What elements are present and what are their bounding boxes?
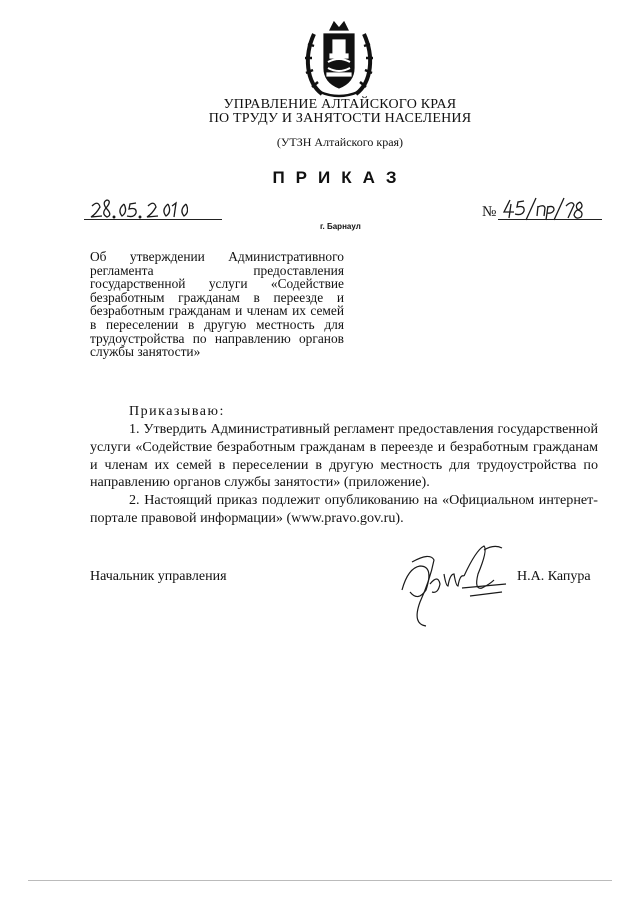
order-number-label: № — [482, 204, 497, 220]
date-underline — [84, 219, 222, 220]
agency-name-line2: ПО ТРУДУ И ЗАНЯТОСТИ НАСЕЛЕНИЯ — [208, 111, 472, 126]
city-label: г. Барнаул — [320, 222, 361, 231]
coat-of-arms-emblem — [300, 16, 378, 100]
order-item-2: 2. Настоящий приказ подлежит опубликованию на «Официальном интернет-портале правовой информации» (www.pravo.gov.ru). — [90, 492, 598, 526]
order-lead: Приказываю: — [129, 404, 225, 419]
order-date — [88, 198, 188, 227]
signer-position: Начальник управления — [90, 569, 227, 584]
document-title: ПРИКАЗ — [272, 168, 408, 187]
page-bottom-rule — [28, 880, 612, 881]
order-body — [90, 421, 598, 528]
coat-of-arms-icon — [300, 16, 378, 100]
agency-short-name: (УТЗН Алтайского края) — [276, 135, 404, 149]
agency-name-line1: УПРАВЛЕНИЕ АЛТАЙСКОГО КРАЯ — [223, 97, 457, 112]
handwritten-signature — [390, 540, 520, 632]
number-underline — [498, 219, 602, 220]
order-number — [500, 196, 590, 227]
order-subject: Об утверждении Административного регламента предоставления государственной услуги «Содействие безработным гражданам в переезде и безработным гражданам и членам их семей в переселении в другую местность для трудоустройства по направлению органов службы занятости» — [90, 249, 344, 360]
order-item-1: 1. Утвердить Административный регламент предоставления государственной услуги «Содействие безработным гражданам в переезде и безработным гражданам и членам их семей в переселении в другую местность для трудоустройства по направлению органов службы занятости» (приложение). — [90, 421, 598, 491]
signer-name: Н.А. Капура — [517, 569, 591, 584]
